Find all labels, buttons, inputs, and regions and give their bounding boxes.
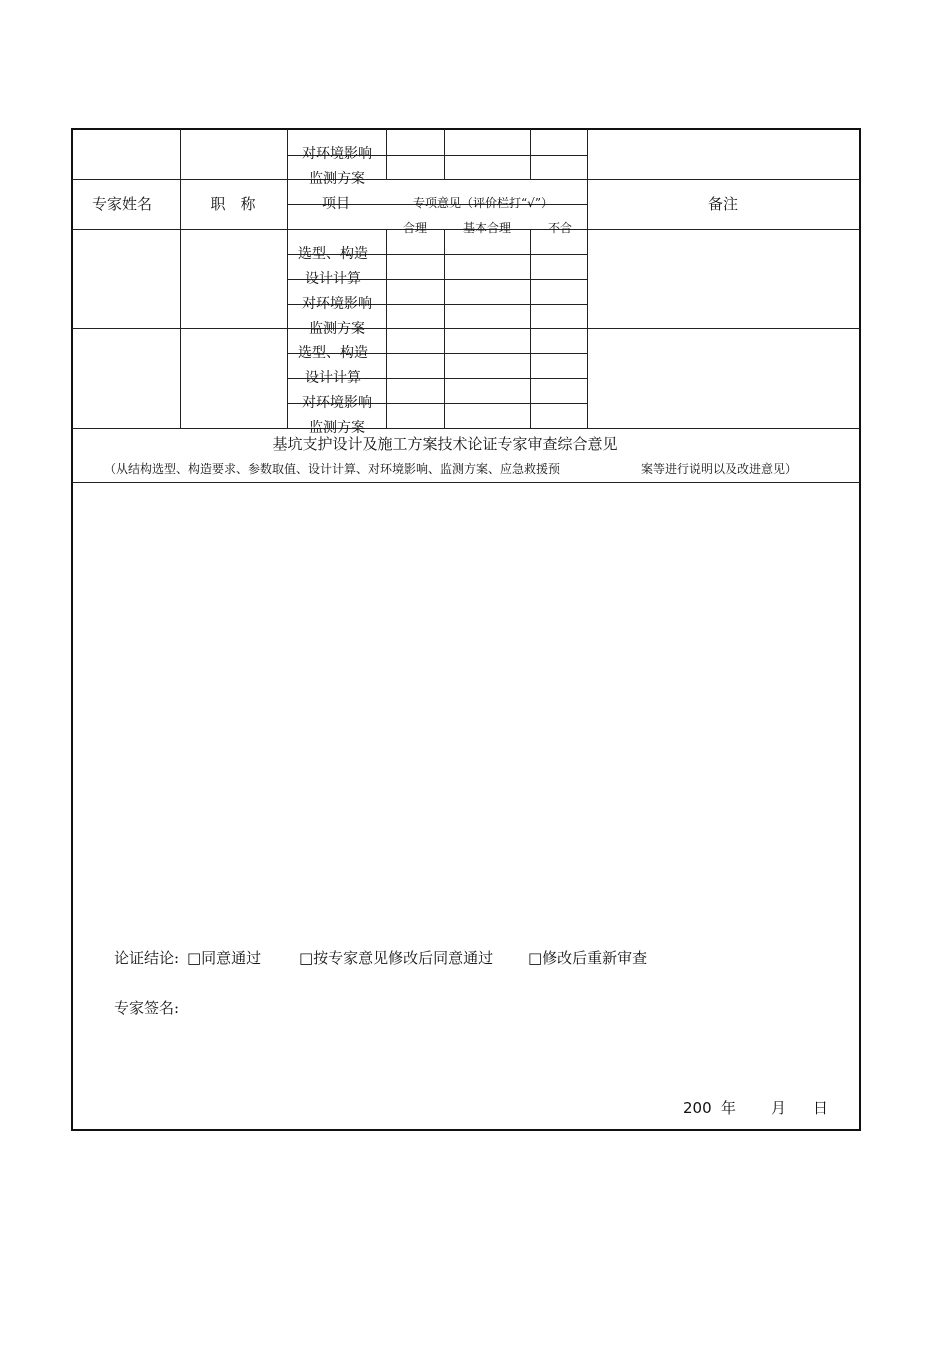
item-monitoring: 监测方案 xyxy=(309,420,365,436)
summary-subtitle: （从结构选型、构造要求、参数取值、设计计算、对环境影响、监测方案、应急救援预 xyxy=(104,462,561,476)
row-divider xyxy=(72,328,860,329)
column-divider xyxy=(386,129,387,179)
item-env-impact: 对环境影响 xyxy=(302,296,372,312)
summary-subtitle-continued: 案等进行说明以及改进意见） xyxy=(641,462,798,476)
row-divider xyxy=(72,179,860,180)
column-divider xyxy=(444,229,445,428)
header-not-conform: 不合 xyxy=(547,221,573,235)
item-design-calc: 设计计算 xyxy=(305,370,361,386)
header-title: 职 称 xyxy=(210,195,256,213)
column-divider xyxy=(444,129,445,179)
date-year: 200 xyxy=(683,1099,712,1117)
header-reasonable: 合理 xyxy=(402,221,428,235)
item-monitoring: 监测方案 xyxy=(309,321,365,337)
item-env-impact: 对环境影响 xyxy=(302,146,372,162)
conclusion-option-approve[interactable]: □同意通过 xyxy=(187,949,262,967)
column-divider xyxy=(530,229,531,428)
item-monitoring: 监测方案 xyxy=(309,171,365,187)
date-month-unit: 月 xyxy=(771,1099,787,1117)
header-basic-reasonable: 基本合理 xyxy=(462,221,512,235)
date-year-unit: 年 xyxy=(721,1099,737,1117)
conclusion-option-approve-after-revision[interactable]: □按专家意见修改后同意通过 xyxy=(299,949,494,967)
item-design-calc: 设计计算 xyxy=(305,271,361,287)
header-item: 项目 xyxy=(322,196,350,212)
conclusion-label: 论证结论: xyxy=(114,949,180,967)
header-expert-name: 专家姓名 xyxy=(91,195,153,213)
expert-signature-label: 专家签名: xyxy=(114,999,180,1017)
item-env-impact: 对环境影响 xyxy=(302,395,372,411)
row-divider xyxy=(72,428,860,429)
item-structure: 选型、构造 xyxy=(298,345,368,361)
column-divider xyxy=(587,129,588,428)
header-opinion: 专项意见（评价栏打“√”） xyxy=(413,196,553,210)
conclusion-option-re-review[interactable]: □修改后重新审查 xyxy=(528,949,648,967)
date-day-unit: 日 xyxy=(813,1099,829,1117)
column-divider xyxy=(386,229,387,428)
expert-signature-field[interactable] xyxy=(185,995,585,1023)
column-divider xyxy=(530,129,531,179)
item-structure: 选型、构造 xyxy=(298,246,368,262)
column-divider xyxy=(287,129,288,428)
column-divider xyxy=(180,129,181,428)
summary-writing-area[interactable] xyxy=(72,483,860,923)
summary-title: 基坑支护设计及施工方案技术论证专家审查综合意见 xyxy=(272,435,618,453)
header-remarks: 备注 xyxy=(707,195,739,213)
